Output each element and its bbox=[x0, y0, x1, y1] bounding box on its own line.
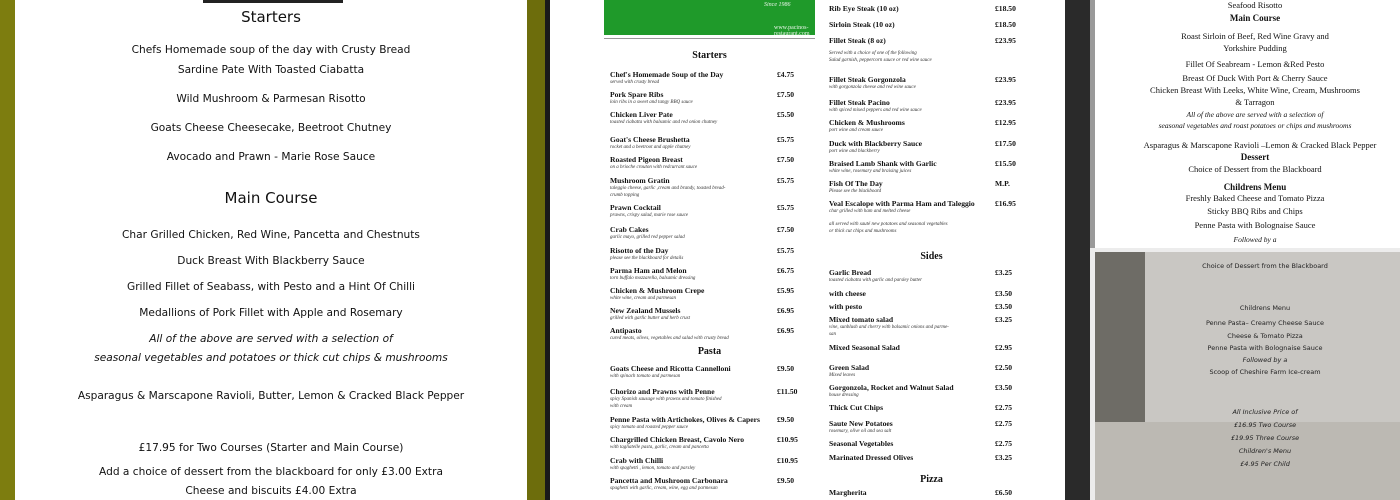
pasta-desc: spicy Spanish sausage with prawns and tomato finished bbox=[610, 397, 722, 402]
main-desc: Please see the blackboard bbox=[829, 189, 882, 194]
photo-three-course: £19.95 Three Course bbox=[1230, 434, 1300, 442]
sides-heading: Sides bbox=[920, 251, 943, 262]
main-desc: port wine and cream sauce bbox=[829, 128, 883, 133]
starter-price: £7.50 bbox=[777, 155, 795, 164]
menu-photo-right bbox=[1090, 0, 1400, 500]
pizza-price: £6.50 bbox=[995, 488, 1013, 497]
starters-heading: Starters bbox=[692, 50, 727, 61]
starters-heading: Starters bbox=[241, 8, 301, 26]
served-note: All of the above are served with a selection of bbox=[1186, 110, 1324, 119]
starter-desc: garlic mayo, grilled red pepper salad bbox=[610, 235, 685, 240]
starter-price: £5.50 bbox=[777, 110, 795, 119]
starter-name: Risotto of the Day bbox=[610, 246, 669, 255]
mains-note: or thick cut chips and mushrooms bbox=[829, 229, 897, 234]
main-desc: char grilled with ham and melted cheese bbox=[829, 209, 911, 214]
starter-desc: grilled with garlic butter and herb crust bbox=[610, 316, 690, 321]
side-name: with cheese bbox=[829, 289, 866, 298]
website-text: www.pacinos-restaurant.com bbox=[774, 25, 810, 37]
main-desc: with spiced mixed peppers and red wine sauce bbox=[829, 108, 922, 113]
pasta-price: £11.50 bbox=[777, 387, 798, 396]
pasta-name: Penne Pasta with Artichokes, Olives & Capers bbox=[610, 415, 760, 424]
top-divider bbox=[203, 0, 343, 3]
main-item: Fillet Of Seabream - Lemon &Red Pesto bbox=[1185, 59, 1325, 69]
side-price: £2.50 bbox=[995, 363, 1013, 372]
main-price: £17.50 bbox=[995, 139, 1016, 148]
price-two-courses: £17.95 for Two Courses (Starter and Main Course) bbox=[138, 442, 404, 454]
starter-item: Goats Cheese Cheesecake, Beetroot Chutney bbox=[150, 122, 392, 134]
pasta-desc: with spinach tomato and parmesan bbox=[610, 374, 681, 379]
starter-price: £6.95 bbox=[777, 306, 795, 315]
starter-price: £5.75 bbox=[777, 176, 795, 185]
photo-two-course: £16.95 Two Course bbox=[1233, 421, 1297, 429]
starter-desc: torn buffalo mozzarella, balsamic dressing bbox=[610, 276, 696, 281]
main-name: Fillet Steak Pacino bbox=[829, 98, 890, 107]
childrens-heading: Childrens Menu bbox=[1223, 182, 1287, 192]
pasta-price: £9.50 bbox=[777, 364, 795, 373]
side-desc: Mixed leaves bbox=[829, 373, 856, 378]
main-item: Grilled Fillet of Seabass, with Pesto and a Hint Of Chilli bbox=[126, 281, 415, 293]
main-course-heading: Main Course bbox=[224, 189, 318, 207]
main-name: Fillet Steak (8 oz) bbox=[829, 36, 886, 45]
photo-childrens-item: Penne Pasta– Creamy Cheese Sauce bbox=[1205, 319, 1325, 327]
side-desc: house dressing bbox=[829, 393, 859, 398]
main-price: £16.95 bbox=[995, 199, 1016, 208]
photo-ice-cream: Scoop of Cheshire Farm Ice-cream bbox=[1209, 368, 1321, 376]
restaurant-header bbox=[604, 0, 815, 35]
since-text: Since 1986 bbox=[764, 2, 791, 8]
side-desc: san bbox=[829, 332, 836, 337]
side-desc: vine, sunblush and cherry with balsamic onions and parme- bbox=[829, 325, 949, 330]
pasta-desc: with spaghetti , lemon, tomato and parsley bbox=[610, 466, 696, 471]
photo-childrens-menu: Children's Menu bbox=[1238, 447, 1292, 455]
side-desc: rosemary, olive oil and sea salt bbox=[829, 429, 892, 434]
steak-note: Served with a choice of one of the following bbox=[829, 51, 917, 56]
side-price: £3.25 bbox=[995, 453, 1013, 462]
main-price: £18.50 bbox=[995, 20, 1016, 29]
starter-desc: rocket and a beetroot and apple chutney bbox=[610, 145, 691, 150]
served-note: seasonal vegetables and potatoes or thick cut chips & mushrooms bbox=[94, 352, 448, 364]
main-course-heading: Main Course bbox=[1229, 13, 1281, 23]
main-price: £12.95 bbox=[995, 118, 1016, 127]
main-name: Braised Lamb Shank with Garlic bbox=[829, 159, 937, 168]
pasta-name: Chargrilled Chicken Breast, Cavolo Nero bbox=[610, 435, 745, 444]
side-name: with pesto bbox=[829, 302, 863, 311]
pasta-price: £9.50 bbox=[777, 476, 795, 485]
starter-price: £5.95 bbox=[777, 286, 795, 295]
starter-name: Chicken Liver Pate bbox=[610, 110, 673, 119]
side-price: £3.25 bbox=[995, 268, 1013, 277]
starter-item: Sardine Pate With Toasted Ciabatta bbox=[177, 64, 365, 76]
starter-name: Crab Cakes bbox=[610, 225, 649, 234]
starter-item: Chefs Homemade soup of the day with Crusty Bread bbox=[131, 44, 411, 56]
side-price: £3.50 bbox=[995, 302, 1013, 311]
starter-name: Parma Ham and Melon bbox=[610, 266, 687, 275]
top-item: Seafood Risotto bbox=[1227, 0, 1283, 10]
served-note: All of the above are served with a selection of bbox=[149, 333, 393, 345]
starter-item: Wild Mushroom & Parmesan Risotto bbox=[176, 93, 366, 105]
main-item: Medallions of Pork Fillet with Apple and Rosemary bbox=[139, 307, 403, 319]
menu-sheet-left bbox=[15, 0, 527, 500]
starter-desc: please see the blackboard for details bbox=[610, 256, 684, 261]
main-price: £23.95 bbox=[995, 98, 1016, 107]
starter-desc: served with crusty bread bbox=[610, 80, 660, 85]
starter-desc: on a brioche crouton with redcurrant sauce bbox=[610, 165, 698, 170]
main-item: Duck Breast With Blackberry Sauce bbox=[177, 255, 365, 267]
menu-photo-middle bbox=[545, 0, 1090, 500]
main-price: M.P. bbox=[995, 179, 1010, 188]
pasta-desc: spicy tomato and roasted pepper sauce bbox=[610, 425, 688, 430]
photo-childrens-heading: Childrens Menu bbox=[1239, 304, 1291, 312]
starter-desc: toasted ciabatta with balsamic and red onion chutney bbox=[610, 120, 718, 125]
side-name: Marinated Dressed Olives bbox=[829, 453, 914, 462]
side-name: Garlic Bread bbox=[829, 268, 872, 277]
side-name: Seasonal Vegetables bbox=[829, 439, 894, 448]
frame-edge bbox=[527, 0, 545, 500]
starter-desc: taleggio cheese, garlic ,cream and brandy, toasted bread- bbox=[610, 186, 726, 191]
pasta-heading: Pasta bbox=[697, 346, 722, 357]
side-price: £3.50 bbox=[995, 289, 1013, 298]
mains-note: all served with sauté new potatoes and seasonal vegetables bbox=[829, 222, 948, 227]
main-name: Veal Escalope with Parma Ham and Taleggio bbox=[829, 199, 975, 208]
menu-photo-insert bbox=[1095, 252, 1400, 500]
pasta-name: Chorizo and Prawns with Penne bbox=[610, 387, 715, 396]
side-price: £2.75 bbox=[995, 403, 1013, 412]
pasta-desc: spaghetti with garlic, cream, wine, egg and parmesan bbox=[610, 486, 718, 491]
main-name: Rib Eye Steak (10 oz) bbox=[829, 4, 899, 13]
starter-price: £6.95 bbox=[777, 326, 795, 335]
pizza-name: Margherita bbox=[829, 488, 867, 497]
menu-sheet-right bbox=[1090, 0, 1400, 248]
starter-desc: prawns, crispy salad, marie rose sauce bbox=[610, 213, 689, 218]
starter-name: Roasted Pigeon Breast bbox=[610, 155, 683, 164]
starter-price: £5.75 bbox=[777, 246, 795, 255]
starter-item: Avocado and Prawn - Marie Rose Sauce bbox=[166, 151, 376, 163]
starter-name: Chicken & Mushroom Crepe bbox=[610, 286, 705, 295]
main-name: Sirloin Steak (10 oz) bbox=[829, 20, 895, 29]
photo-childrens-item: Cheese & Tomato Pizza bbox=[1227, 332, 1303, 340]
main-price: £15.50 bbox=[995, 159, 1016, 168]
starter-name: Antipasto bbox=[610, 326, 642, 335]
side-desc: toasted ciabatta with garlic and parsley butter bbox=[829, 278, 923, 283]
main-name: Duck with Blackberry Sauce bbox=[829, 139, 923, 148]
starter-desc: white wine, cream and parmesan bbox=[610, 296, 677, 301]
main-desc: white wine, rosemary and braising juices bbox=[829, 169, 912, 174]
dessert-heading: Dessert bbox=[1240, 152, 1270, 162]
pasta-price: £10.95 bbox=[777, 456, 798, 465]
side-name: Thick Cut Chips bbox=[829, 403, 884, 412]
starter-desc: crumb topping bbox=[610, 193, 640, 198]
main-price: £23.95 bbox=[995, 36, 1016, 45]
ravioli-item: Asparagus & Marscapone Ravioli –Lemon & Cracked Black Pepper bbox=[1143, 140, 1377, 150]
main-price: £18.50 bbox=[995, 4, 1016, 13]
main-item: Yorkshire Pudding bbox=[1223, 43, 1287, 53]
pasta-price: £9.50 bbox=[777, 415, 795, 424]
main-item: Breast Of Duck With Port & Cherry Sauce bbox=[1182, 73, 1328, 83]
ravioli-item: Asparagus & Marscapone Ravioli, Butter, Lemon & Cracked Black Pepper bbox=[77, 390, 465, 402]
side-price: £3.50 bbox=[995, 383, 1013, 392]
menu-photo-left bbox=[0, 0, 545, 500]
side-price: £2.75 bbox=[995, 439, 1013, 448]
pasta-name: Crab with Chilli bbox=[610, 456, 664, 465]
starter-desc: loin ribs in a sweet and tangy BBQ sauce bbox=[610, 100, 693, 105]
starter-price: £7.50 bbox=[777, 225, 795, 234]
main-item: Chicken Breast With Leeks, White Wine, Cream, Mushrooms bbox=[1150, 85, 1360, 95]
photo-per-child: £4.95 Per Child bbox=[1240, 460, 1290, 468]
followed-by: Followed by a bbox=[1233, 235, 1277, 244]
childrens-item: Freshly Baked Cheese and Tomato Pizza bbox=[1185, 193, 1325, 203]
side-name: Mixed tomato salad bbox=[829, 315, 894, 324]
frame-edge bbox=[1065, 0, 1090, 500]
pasta-desc: with cream bbox=[610, 404, 633, 409]
steak-note: Salad garnish, peppercorn sauce or red wine sauce bbox=[829, 58, 932, 63]
starter-name: Chef's Homemade Soup of the Day bbox=[610, 70, 724, 79]
pasta-desc: with tagliatelle pasta, garlic, cream and pancetta bbox=[610, 445, 709, 450]
childrens-item: Sticky BBQ Ribs and Chips bbox=[1207, 206, 1303, 216]
starter-price: £6.75 bbox=[777, 266, 795, 275]
starter-price: £7.50 bbox=[777, 90, 795, 99]
dessert-item: Choice of Dessert from the Blackboard bbox=[1188, 164, 1322, 174]
side-price: £2.95 bbox=[995, 343, 1013, 352]
photo-price-heading: All Inclusive Price of bbox=[1232, 408, 1298, 416]
starter-name: New Zealand Mussels bbox=[610, 306, 681, 315]
starter-price: £5.75 bbox=[777, 203, 795, 212]
pasta-name: Goats Cheese and Ricotta Cannelloni bbox=[610, 364, 731, 373]
main-desc: with gorgonzola cheese and red wine sauce bbox=[829, 85, 916, 90]
photo-followed-by: Followed by a bbox=[1242, 356, 1288, 364]
main-name: Chicken & Mushrooms bbox=[829, 118, 905, 127]
main-item: Roast Sirloin of Beef, Red Wine Gravy and bbox=[1181, 31, 1329, 41]
starter-name: Pork Spare Ribs bbox=[610, 90, 664, 99]
starter-name: Goat's Cheese Brushetta bbox=[610, 135, 690, 144]
side-name: Green Salad bbox=[829, 363, 870, 372]
main-desc: port wine and blackberry bbox=[829, 149, 880, 154]
side-name: Saute New Potatoes bbox=[829, 419, 893, 428]
main-name: Fillet Steak Gorgonzola bbox=[829, 75, 906, 84]
side-name: Mixed Seasonal Salad bbox=[829, 343, 900, 352]
pasta-price: £10.95 bbox=[777, 435, 798, 444]
pizza-heading: Pizza bbox=[920, 474, 943, 485]
main-name: Fish Of The Day bbox=[829, 179, 883, 188]
cheese-addon: Cheese and biscuits £4.00 Extra bbox=[185, 485, 357, 497]
starter-price: £5.75 bbox=[777, 135, 795, 144]
frame-edge bbox=[1090, 0, 1095, 248]
childrens-item: Penne Pasta with Bolognaise Sauce bbox=[1194, 220, 1316, 230]
photo-childrens-item: Penne Pasta with Bolognaise Sauce bbox=[1207, 344, 1323, 352]
side-price: £2.75 bbox=[995, 419, 1013, 428]
starter-name: Prawn Cocktail bbox=[610, 203, 661, 212]
starter-desc: cured meats, olives, vegetables and salad with crusty bread bbox=[610, 336, 729, 341]
side-price: £3.25 bbox=[995, 315, 1013, 324]
dessert-addon: Add a choice of dessert from the blackboard for only £3.00 Extra bbox=[99, 466, 443, 478]
main-item: & Tarragon bbox=[1235, 97, 1275, 107]
divider bbox=[604, 38, 815, 39]
served-note: seasonal vegetables and roast potatoes or chips and mushrooms bbox=[1158, 121, 1352, 130]
starter-name: Mushroom Gratin bbox=[610, 176, 670, 185]
side-name: Gorgonzola, Rocket and Walnut Salad bbox=[829, 383, 954, 392]
menu-sheet-middle bbox=[550, 0, 1065, 500]
main-item: Char Grilled Chicken, Red Wine, Pancetta and Chestnuts bbox=[122, 229, 420, 241]
starter-price: £4.75 bbox=[777, 70, 795, 79]
main-price: £23.95 bbox=[995, 75, 1016, 84]
pasta-name: Pancetta and Mushroom Carbonara bbox=[610, 476, 728, 485]
photo-dessert-line: Choice of Dessert from the Blackboard bbox=[1202, 262, 1328, 270]
